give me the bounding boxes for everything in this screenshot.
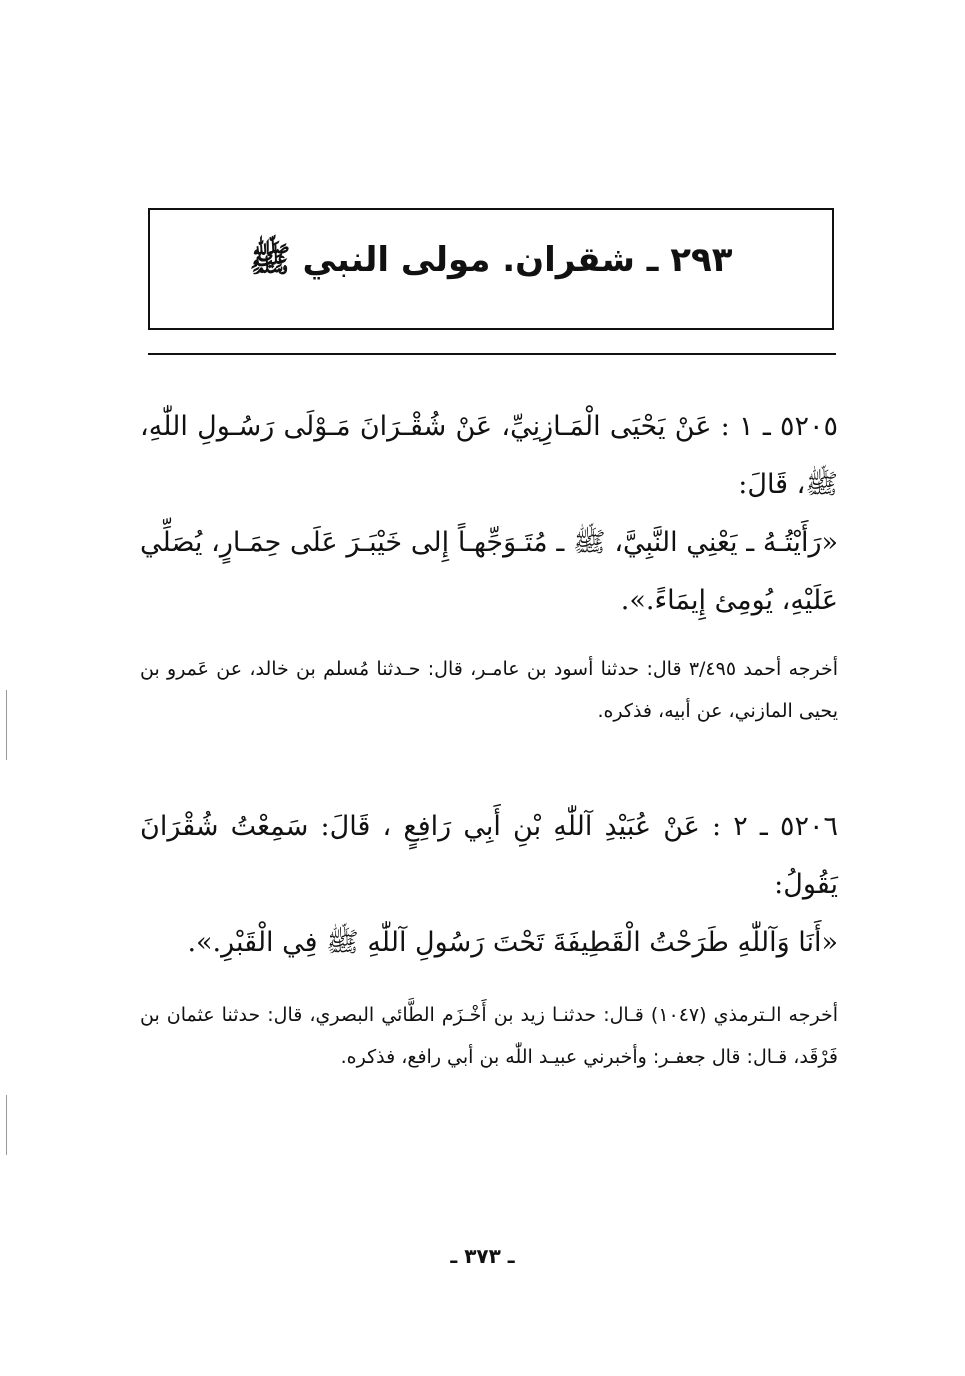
chapter-title-box (148, 208, 834, 330)
hadith-matn: «رَأَيْتُـهُ ـ يَعْنِي النَّبِيَّ، ﷺ ـ مُتَـوَجِّهـاً إِلى خَيْبَـرَ عَلَى حِمَـارٍ، يُصَلِّي عَلَيْهِ، يُومِئ إِيمَاءً.». (140, 527, 838, 616)
takhrij-text: أخرجه الـترمذي (١٠٤٧) قـال: حدثنـا زيد بن أَخْـزَم الطَّائي البصري، قال: حدثنا عثمان بن فَرْقَد، قـال: قال جعفـر: وأخبرني عبيـد اللّٰه بن أبي رافع، فذكره. (140, 1004, 838, 1068)
hadith-5205 (140, 398, 838, 630)
hadith-isnad: ٥٢٠٥ ـ ١ : عَنْ يَحْيَى الْمَـازِنِيِّ، عَنْ شُقْـرَانَ مَـوْلَى رَسُـولِ اللّٰهِ، ﷺ، قَالَ: (140, 411, 838, 500)
takhrij-5206 (140, 994, 838, 1078)
chapter-title: ٢٩٣ ـ شقران. مولى النبي ﷺ (249, 239, 733, 280)
heading-divider (148, 353, 836, 355)
takhrij-5205 (140, 648, 838, 732)
page-number: ـ ٣٧٣ ـ (450, 1244, 515, 1268)
takhrij-text: أخرجه أحمد ٣/٤٩٥ قال: حدثنا أسود بن عامـر، قال: حـدثنا مُسلم بن خالد، عن عَمرو بن يحيى المازني، عن أبيه، فذكره. (140, 658, 839, 722)
hadith-matn: «أَنَا وَآللّٰهِ طَرَحْتُ الْقَطِيفَةَ تَحْتَ رَسُولِ آللّٰهِ ﷺ فِي الْقَبْرِ.». (187, 927, 838, 958)
scan-margin-mark (6, 690, 7, 760)
hadith-5206 (140, 798, 838, 972)
scan-margin-mark (6, 1095, 7, 1155)
hadith-isnad: ٥٢٠٦ ـ ٢ : عَنْ عُبَيْدِ آللّٰهِ بْنِ أَبِي رَافِعٍ ، قَالَ: سَمِعْتُ شُقْرَانَ يَقُولُ: (140, 811, 839, 900)
